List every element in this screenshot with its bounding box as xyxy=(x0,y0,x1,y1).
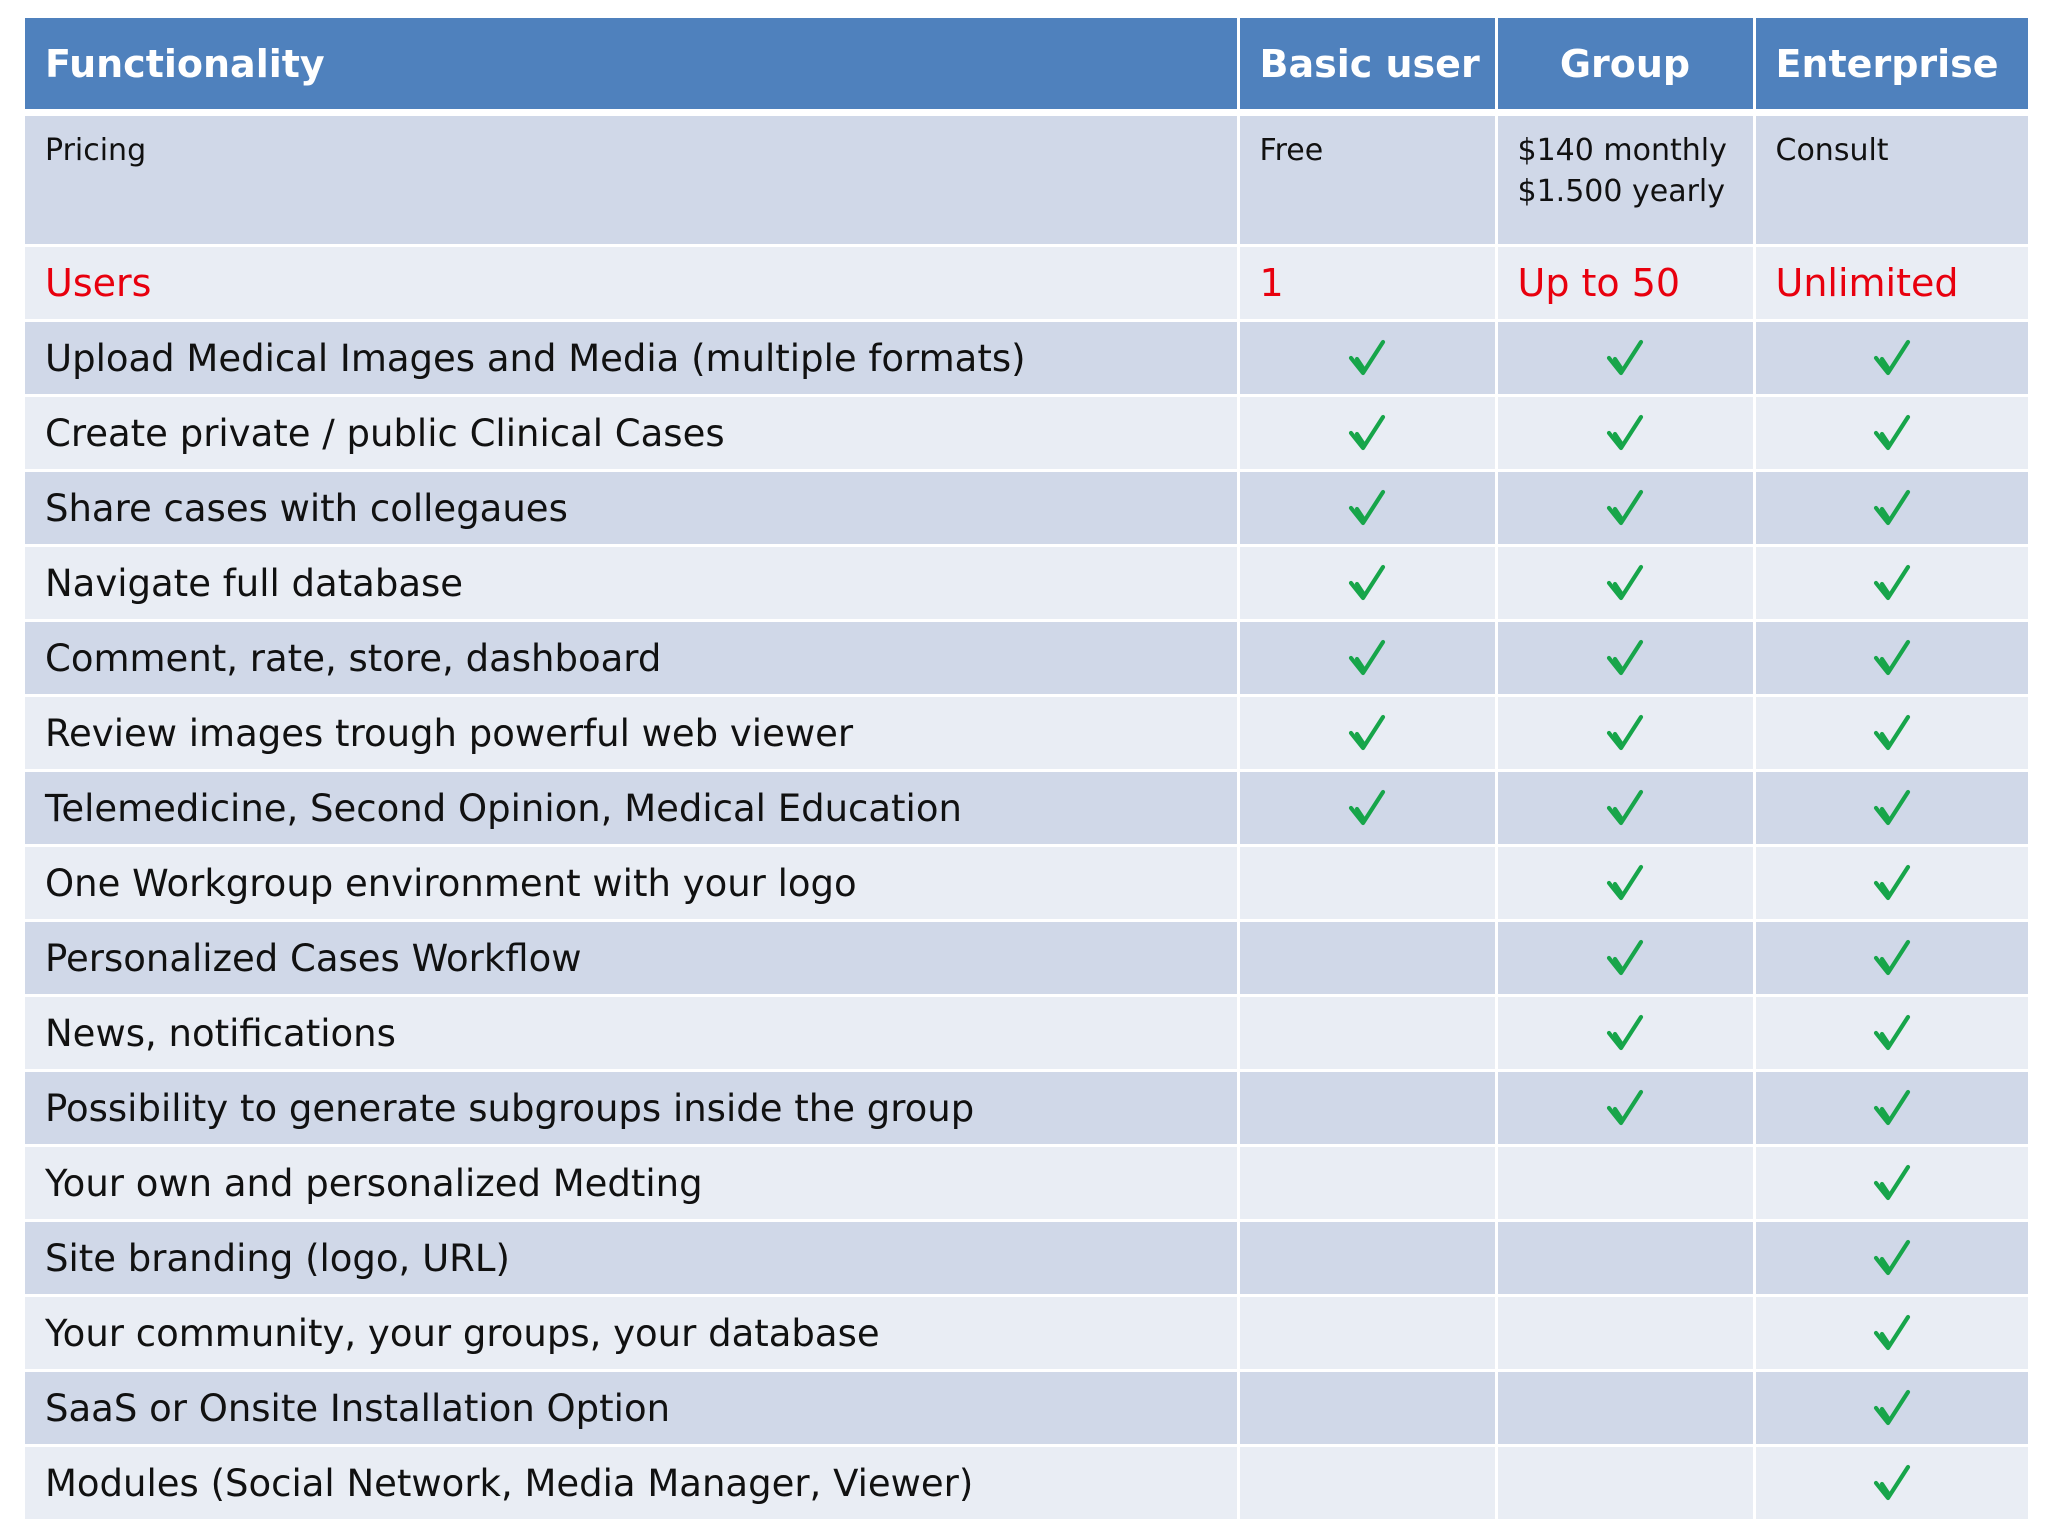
header-row xyxy=(25,18,2028,113)
checkmark-icon xyxy=(1498,563,1753,603)
pricing-comparison-table-wrapper xyxy=(25,18,2028,1522)
checkmark-icon xyxy=(1498,938,1753,978)
checkmark-icon xyxy=(1756,863,2029,903)
checkmark-icon xyxy=(1240,338,1495,378)
feature-enterprise-cell xyxy=(1754,546,2028,621)
header-basic-user: Basic user xyxy=(1238,18,1496,113)
feature-row xyxy=(25,996,2028,1071)
feature-group-cell xyxy=(1496,621,1754,696)
feature-basic-cell xyxy=(1238,546,1496,621)
checkmark-icon xyxy=(1756,488,2029,528)
feature-row xyxy=(25,546,2028,621)
feature-row xyxy=(25,396,2028,471)
feature-row xyxy=(25,921,2028,996)
checkmark-icon xyxy=(1240,488,1495,528)
feature-group-cell xyxy=(1496,1296,1754,1371)
checkmark-icon xyxy=(1756,413,2029,453)
feature-group-cell xyxy=(1496,396,1754,471)
checkmark-icon xyxy=(1498,1013,1753,1053)
feature-group-cell xyxy=(1496,1071,1754,1146)
feature-basic-cell xyxy=(1238,696,1496,771)
feature-enterprise-cell xyxy=(1754,696,2028,771)
checkmark-icon xyxy=(1498,413,1753,453)
checkmark-icon xyxy=(1498,788,1753,828)
feature-basic-cell xyxy=(1238,921,1496,996)
feature-enterprise-cell xyxy=(1754,1221,2028,1296)
feature-label: Share cases with collegaues xyxy=(25,471,1238,546)
feature-basic-cell xyxy=(1238,1071,1496,1146)
pricing-enterprise: Consult xyxy=(1754,113,2028,246)
feature-enterprise-cell xyxy=(1754,471,2028,546)
feature-basic-cell xyxy=(1238,996,1496,1071)
feature-label: Comment, rate, store, dashboard xyxy=(25,621,1238,696)
checkmark-icon xyxy=(1756,1313,2029,1353)
feature-label: Possibility to generate subgroups inside the group xyxy=(25,1071,1238,1146)
checkmark-icon xyxy=(1240,788,1495,828)
feature-label: Your community, your groups, your database xyxy=(25,1296,1238,1371)
feature-group-cell xyxy=(1496,1446,1754,1521)
users-basic-user: 1 xyxy=(1238,246,1496,321)
feature-row xyxy=(25,321,2028,396)
feature-basic-cell xyxy=(1238,321,1496,396)
feature-enterprise-cell xyxy=(1754,1071,2028,1146)
feature-group-cell xyxy=(1496,696,1754,771)
checkmark-icon xyxy=(1756,788,2029,828)
feature-group-cell xyxy=(1496,1146,1754,1221)
feature-basic-cell xyxy=(1238,771,1496,846)
checkmark-icon xyxy=(1498,713,1753,753)
header-functionality: Functionality xyxy=(25,18,1238,113)
checkmark-icon xyxy=(1756,1163,2029,1203)
feature-label: Create private / public Clinical Cases xyxy=(25,396,1238,471)
feature-enterprise-cell xyxy=(1754,1146,2028,1221)
checkmark-icon xyxy=(1240,413,1495,453)
feature-label: Modules (Social Network, Media Manager, Viewer) xyxy=(25,1446,1238,1521)
checkmark-icon xyxy=(1756,1088,2029,1128)
feature-row xyxy=(25,696,2028,771)
pricing-comparison-table xyxy=(25,18,2028,1522)
users-enterprise: Unlimited xyxy=(1754,246,2028,321)
pricing-group xyxy=(1496,113,1754,246)
checkmark-icon xyxy=(1498,488,1753,528)
feature-row xyxy=(25,1371,2028,1446)
feature-row xyxy=(25,621,2028,696)
feature-basic-cell xyxy=(1238,1446,1496,1521)
feature-basic-cell xyxy=(1238,396,1496,471)
checkmark-icon xyxy=(1498,638,1753,678)
feature-enterprise-cell xyxy=(1754,1446,2028,1521)
header-group: Group xyxy=(1496,18,1754,113)
feature-label: One Workgroup environment with your logo xyxy=(25,846,1238,921)
feature-label: Personalized Cases Workflow xyxy=(25,921,1238,996)
users-label: Users xyxy=(25,246,1238,321)
feature-basic-cell xyxy=(1238,621,1496,696)
feature-basic-cell xyxy=(1238,1371,1496,1446)
feature-row xyxy=(25,771,2028,846)
feature-enterprise-cell xyxy=(1754,1371,2028,1446)
checkmark-icon xyxy=(1756,1463,2029,1503)
checkmark-icon xyxy=(1240,638,1495,678)
feature-enterprise-cell xyxy=(1754,921,2028,996)
feature-basic-cell xyxy=(1238,1296,1496,1371)
checkmark-icon xyxy=(1498,863,1753,903)
feature-label: Upload Medical Images and Media (multiple formats) xyxy=(25,321,1238,396)
feature-enterprise-cell xyxy=(1754,396,2028,471)
feature-label: Navigate full database xyxy=(25,546,1238,621)
feature-label: Review images trough powerful web viewer xyxy=(25,696,1238,771)
feature-row xyxy=(25,1446,2028,1521)
feature-basic-cell xyxy=(1238,1146,1496,1221)
feature-group-cell xyxy=(1496,771,1754,846)
users-group: Up to 50 xyxy=(1496,246,1754,321)
feature-basic-cell xyxy=(1238,471,1496,546)
feature-enterprise-cell xyxy=(1754,321,2028,396)
checkmark-icon xyxy=(1756,1013,2029,1053)
feature-label: Telemedicine, Second Opinion, Medical Education xyxy=(25,771,1238,846)
checkmark-icon xyxy=(1756,338,2029,378)
checkmark-icon xyxy=(1756,1388,2029,1428)
checkmark-icon xyxy=(1498,1088,1753,1128)
checkmark-icon xyxy=(1498,338,1753,378)
feature-group-cell xyxy=(1496,996,1754,1071)
pricing-row xyxy=(25,113,2028,246)
feature-label: Site branding (logo, URL) xyxy=(25,1221,1238,1296)
feature-group-cell xyxy=(1496,921,1754,996)
checkmark-icon xyxy=(1756,1238,2029,1278)
table-body xyxy=(25,113,2028,1521)
checkmark-icon xyxy=(1240,563,1495,603)
feature-row xyxy=(25,1071,2028,1146)
users-row xyxy=(25,246,2028,321)
feature-label: SaaS or Onsite Installation Option xyxy=(25,1371,1238,1446)
checkmark-icon xyxy=(1756,638,2029,678)
feature-row xyxy=(25,471,2028,546)
feature-basic-cell xyxy=(1238,1221,1496,1296)
feature-label: Your own and personalized Medting xyxy=(25,1146,1238,1221)
feature-group-cell xyxy=(1496,1371,1754,1446)
pricing-group-yearly: $1.500 yearly xyxy=(1517,174,1726,209)
feature-group-cell xyxy=(1496,546,1754,621)
feature-row xyxy=(25,1146,2028,1221)
feature-enterprise-cell xyxy=(1754,996,2028,1071)
pricing-basic-user: Free xyxy=(1238,113,1496,246)
feature-row xyxy=(25,846,2028,921)
feature-group-cell xyxy=(1496,321,1754,396)
pricing-label: Pricing xyxy=(25,113,1238,246)
feature-group-cell xyxy=(1496,471,1754,546)
feature-enterprise-cell xyxy=(1754,621,2028,696)
checkmark-icon xyxy=(1756,713,2029,753)
feature-label: News, notifications xyxy=(25,996,1238,1071)
feature-row xyxy=(25,1296,2028,1371)
checkmark-icon xyxy=(1756,563,2029,603)
feature-row xyxy=(25,1221,2028,1296)
feature-group-cell xyxy=(1496,846,1754,921)
feature-enterprise-cell xyxy=(1754,1296,2028,1371)
header-enterprise: Enterprise xyxy=(1754,18,2028,113)
checkmark-icon xyxy=(1756,938,2029,978)
feature-group-cell xyxy=(1496,1221,1754,1296)
feature-enterprise-cell xyxy=(1754,771,2028,846)
feature-basic-cell xyxy=(1238,846,1496,921)
feature-enterprise-cell xyxy=(1754,846,2028,921)
pricing-group-monthly: $140 monthly xyxy=(1517,133,1727,168)
checkmark-icon xyxy=(1240,713,1495,753)
